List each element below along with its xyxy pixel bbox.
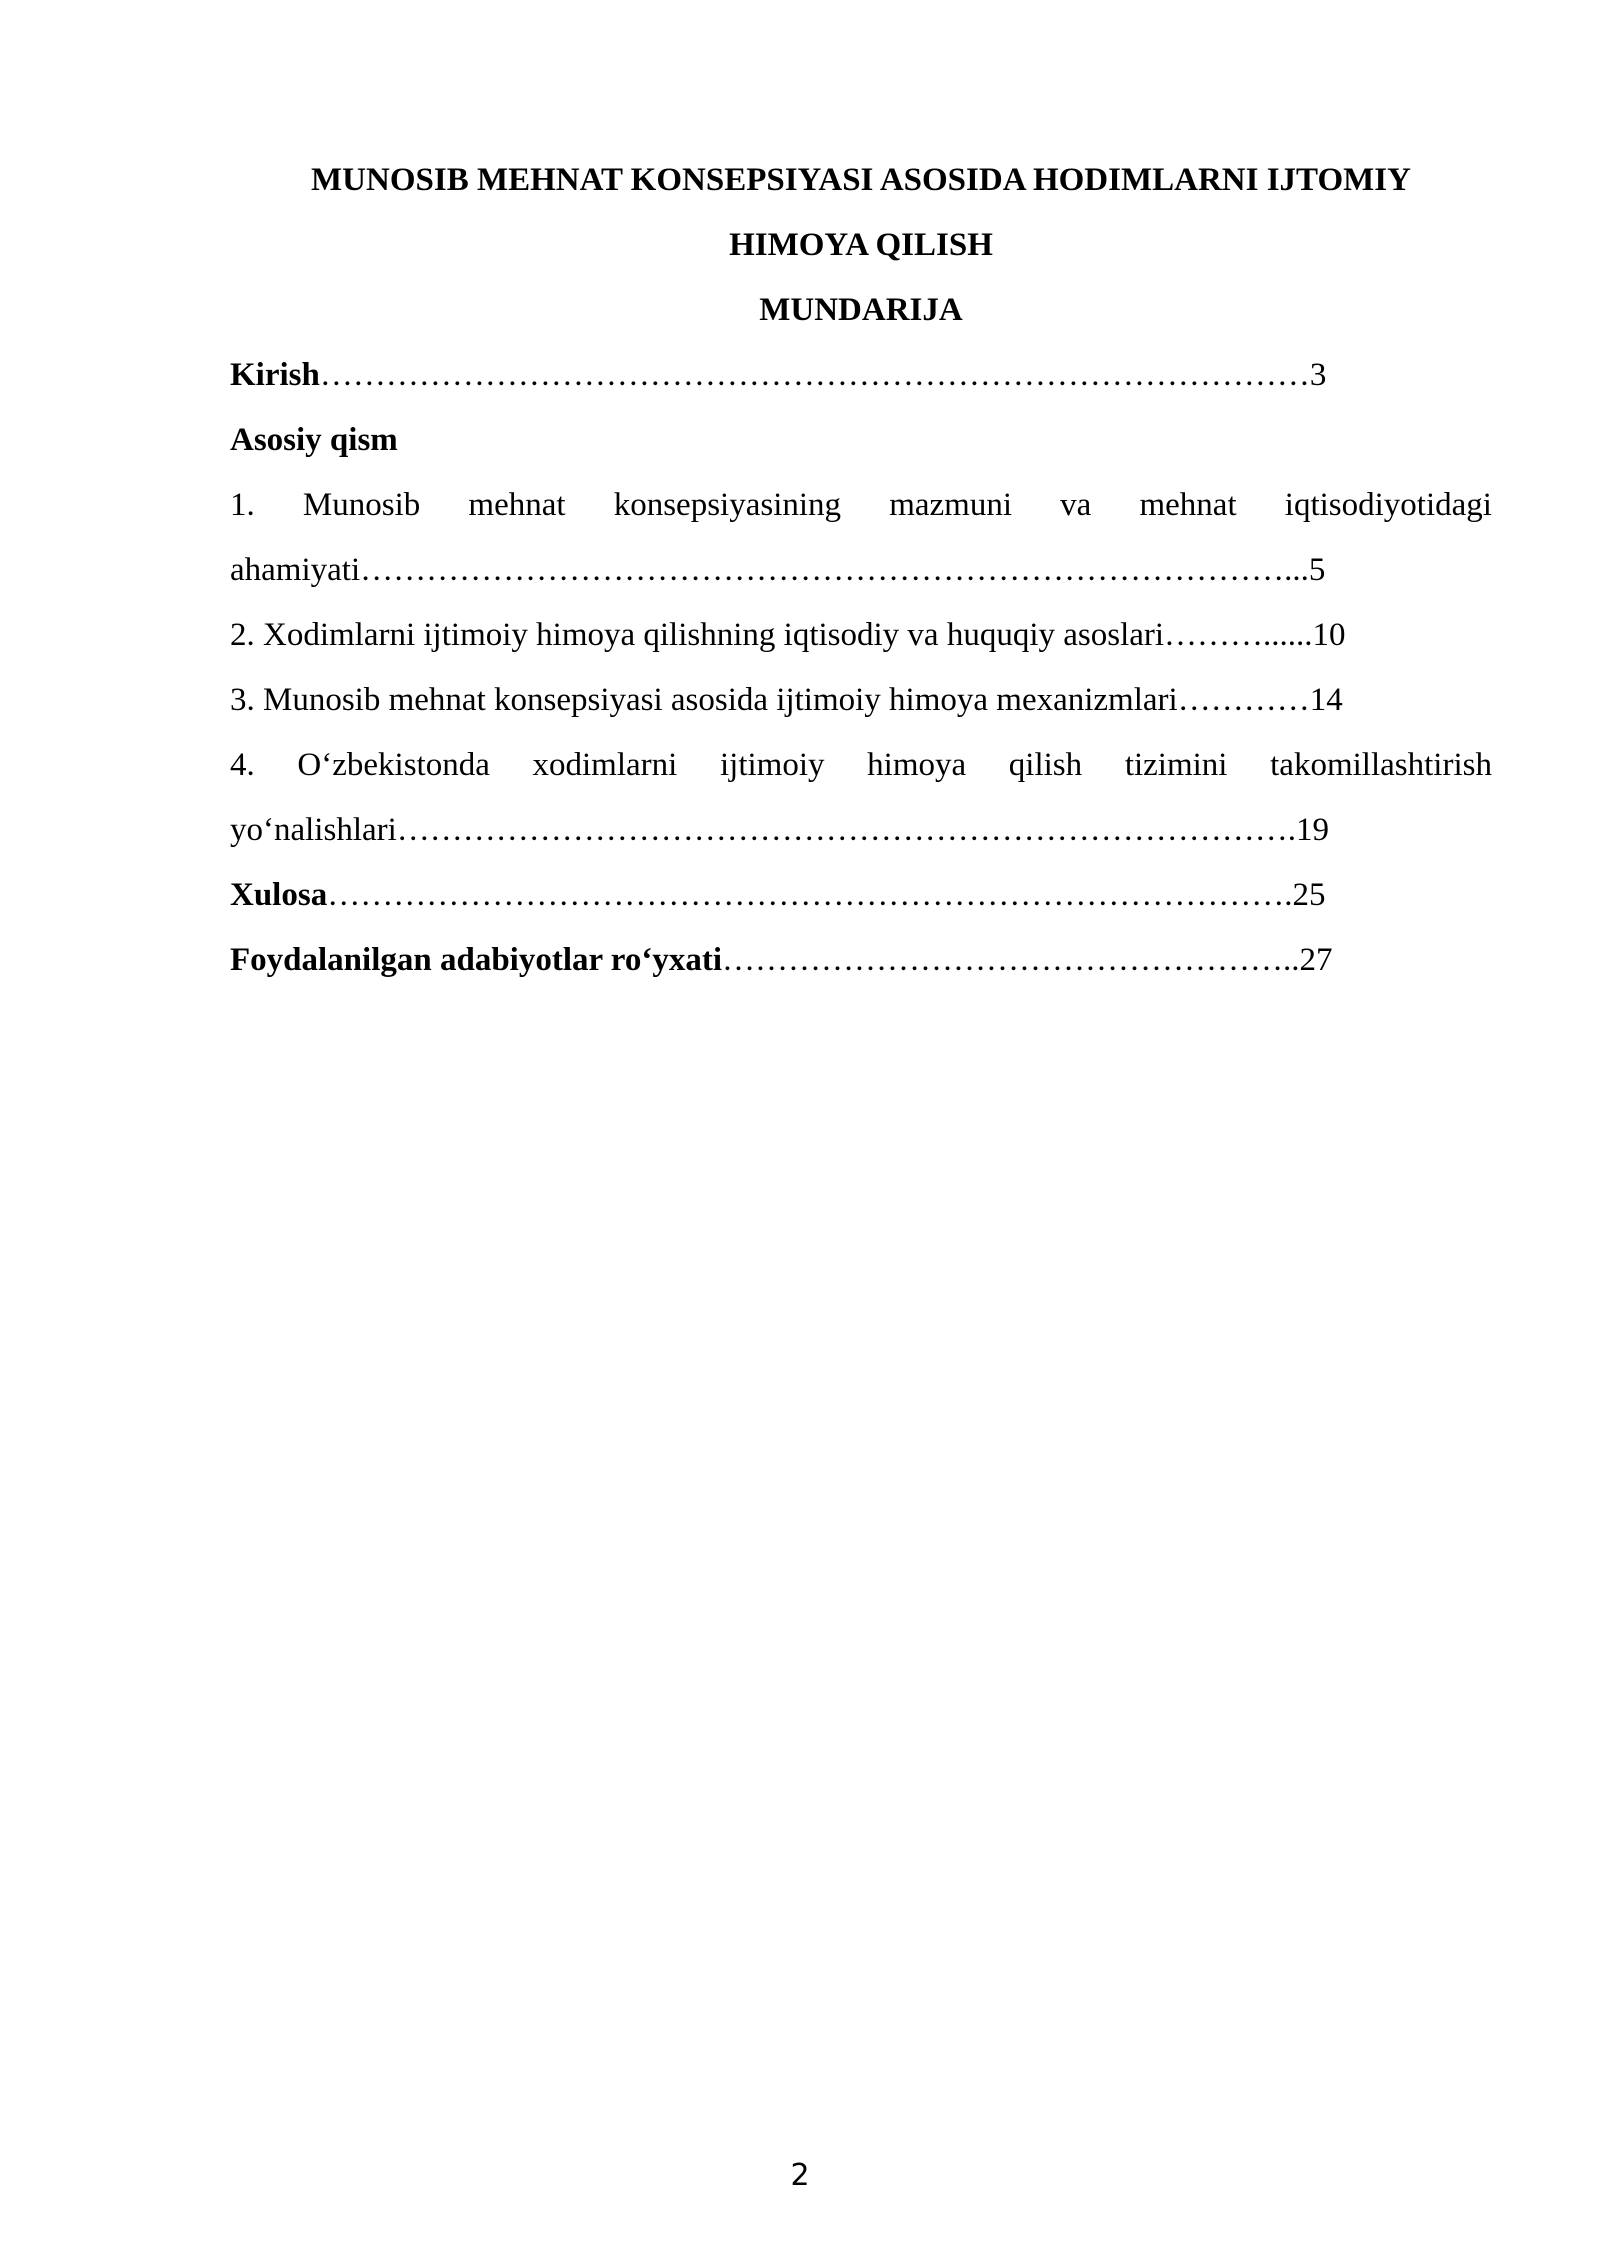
toc-entry-label: 2. Xodimlarni ijtimoiy himoya qilishning iqtisodiy va huquqiy asoslari <box>230 617 1165 653</box>
document-title-line-2: HIMOYA QILISH <box>729 227 993 263</box>
toc-section-asosiy-qism: Asosiy qism <box>230 422 398 458</box>
toc-word: va <box>1060 487 1092 523</box>
toc-entry-continuation: ahamiyati <box>230 552 361 588</box>
toc-word: takomillashtirish <box>1270 747 1492 783</box>
toc-dot-leader: …………………………………………………………………………… <box>327 877 1285 913</box>
toc-entry-label: 3. Munosib mehnat konsepsiyasi asosida ijtimoiy himoya mexanizmlari <box>230 682 1178 718</box>
document-title-line-1: MUNOSIB MEHNAT KONSEPSIYASI ASOSIDA HODIMLARNI IJTOMIY <box>311 162 1411 198</box>
toc-word: mehnat <box>468 487 566 523</box>
toc-entry-label: Xulosa <box>230 877 328 913</box>
toc-dot-leader: ………………………………………………………………………… <box>360 552 1285 588</box>
toc-entry-xulosa <box>230 863 1492 928</box>
toc-dot-leader: ………. <box>1164 617 1272 653</box>
toc-dot-leader: ……………………………………………………………………………… <box>319 357 1310 393</box>
toc-page-number: .27 <box>1291 942 1333 978</box>
toc-page-number: .25 <box>1284 877 1326 913</box>
toc-word: O‘zbekistonda <box>297 747 490 783</box>
toc-dot-leader: ……………………………………………. <box>722 942 1292 978</box>
toc-dot-leader: ………………………………………………………………………. <box>396 812 1297 848</box>
toc-page-number: 19 <box>1296 812 1330 848</box>
toc-page-number: ...5 <box>1284 552 1326 588</box>
toc-word: ijtimoiy <box>719 747 825 783</box>
toc-page-number: 3 <box>1309 357 1327 393</box>
toc-word: mehnat <box>1139 487 1237 523</box>
document-page <box>230 148 1492 993</box>
toc-entry-label: Foydalanilgan adabiyotlar ro‘yxati <box>230 942 723 978</box>
toc-entry-4-line-1 <box>230 733 1492 798</box>
toc-dot-leader: ………… <box>1177 682 1310 718</box>
toc-entry-3 <box>230 668 1492 733</box>
toc-word: konsepsiyasining <box>613 487 842 523</box>
toc-word: qilish <box>1008 747 1083 783</box>
toc-word: Munosib <box>302 487 421 523</box>
toc-word: mazmuni <box>889 487 1013 523</box>
toc-word: himoya <box>867 747 967 783</box>
toc-entry-continuation: yo‘nalishlari <box>230 812 397 848</box>
toc-word: xodimlarni <box>532 747 678 783</box>
toc-word: 4. <box>230 747 255 783</box>
toc-entry-kirish <box>230 343 1492 408</box>
toc-heading: MUNDARIJA <box>759 292 963 328</box>
toc-word: tizimini <box>1124 747 1228 783</box>
toc-page-number: 14 <box>1309 682 1343 718</box>
toc-entry-label: Kirish <box>230 357 320 393</box>
toc-page-number: .....10 <box>1271 617 1346 653</box>
toc-word: 1. <box>230 487 255 523</box>
toc-entry-1-line-1 <box>230 473 1492 538</box>
toc-entry-adabiyotlar <box>230 928 1492 993</box>
toc-entry-2 <box>230 603 1492 668</box>
toc-word: iqtisodiyotidagi <box>1284 487 1492 523</box>
toc-entry-4-line-2 <box>230 798 1492 863</box>
toc-entry-1-line-2 <box>230 538 1492 603</box>
page-number: 2 <box>790 2158 810 2193</box>
